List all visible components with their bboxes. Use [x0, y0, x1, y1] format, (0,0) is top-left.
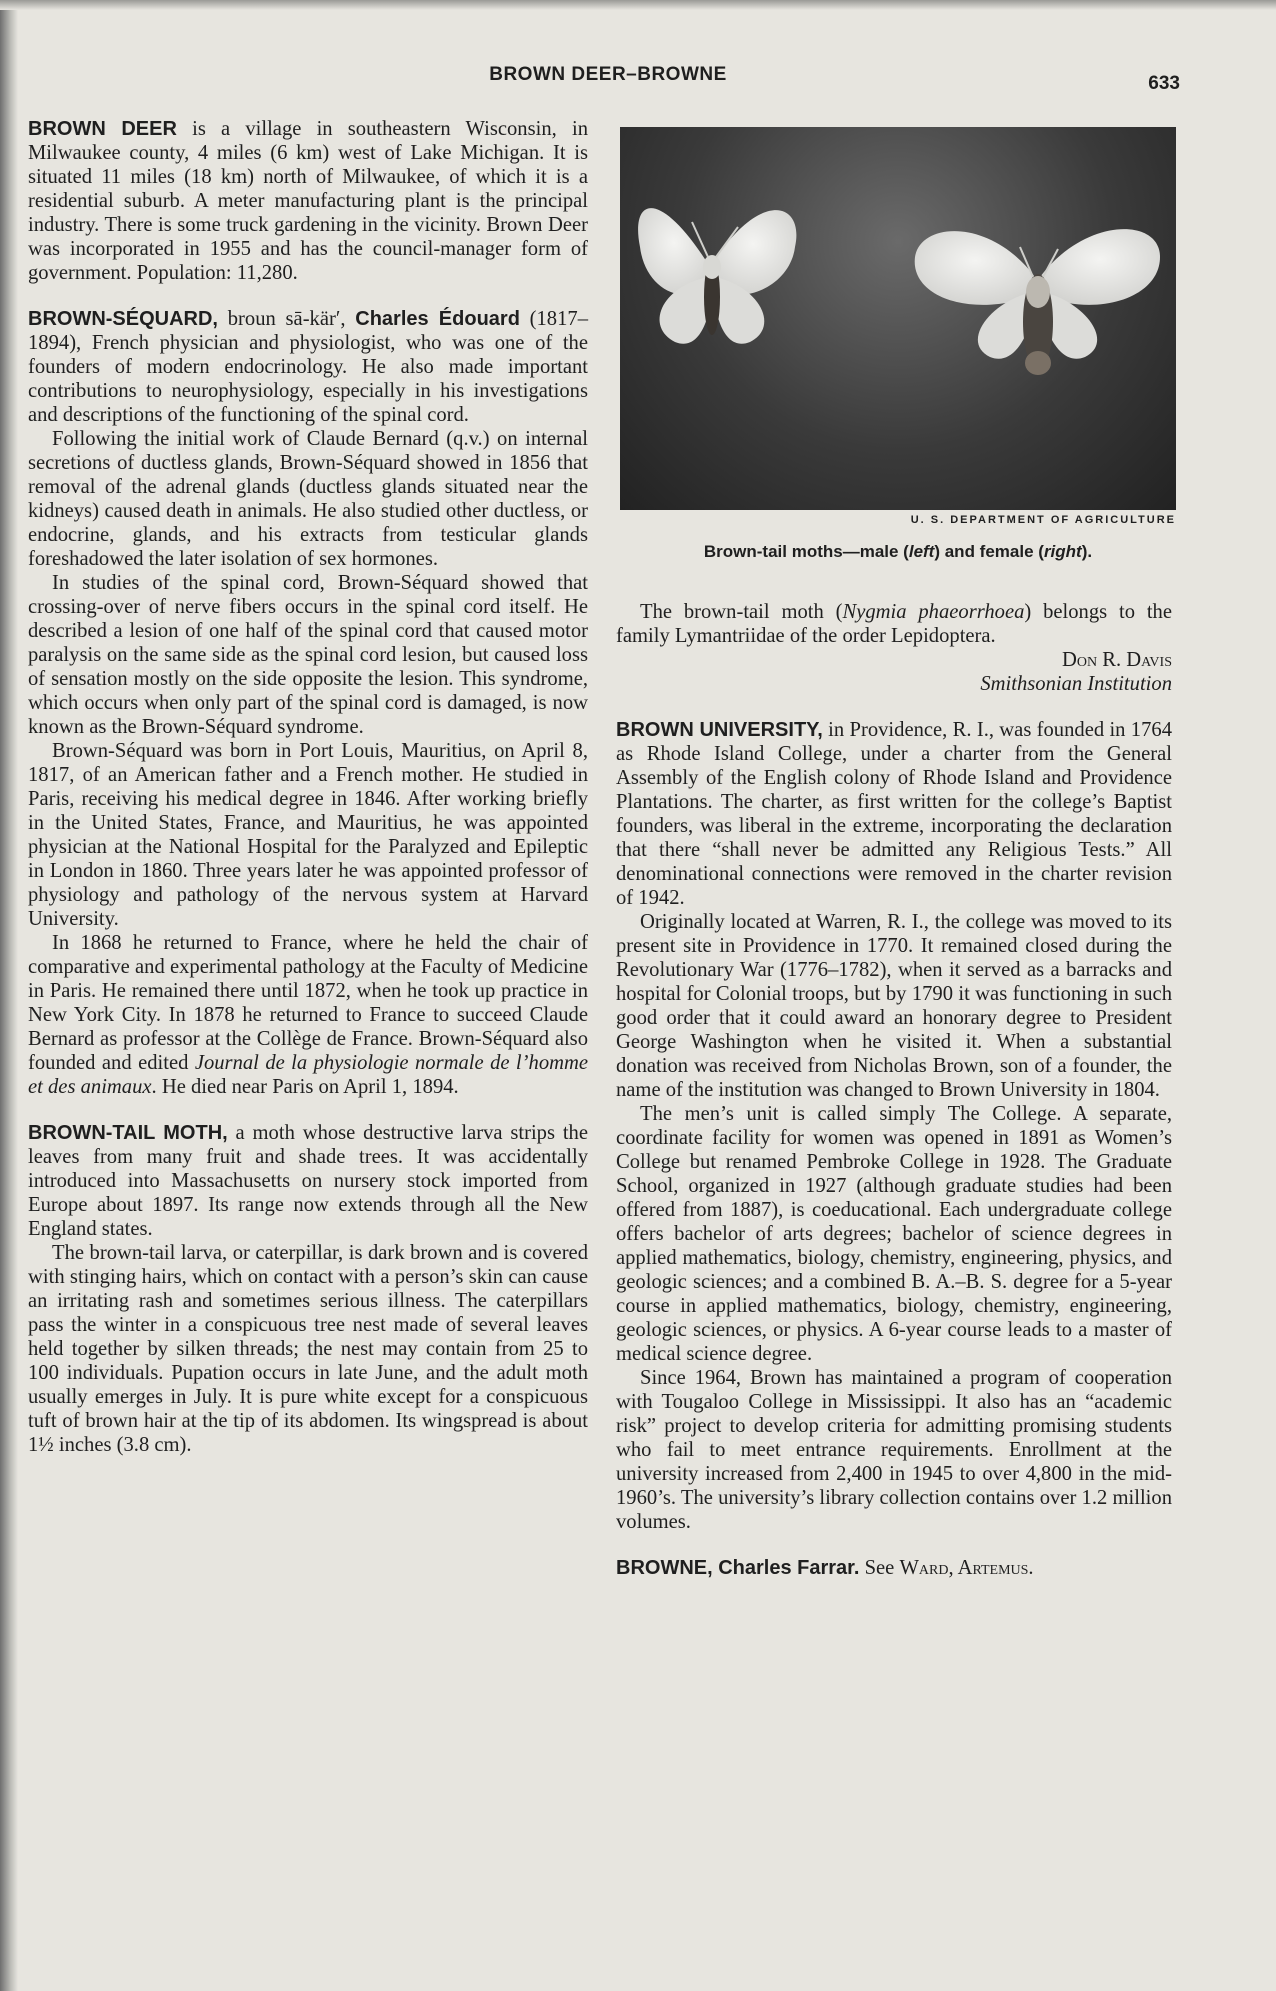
- photo-credit: U. S. DEPARTMENT OF AGRICULTURE: [910, 514, 1176, 526]
- headword: BROWN DEER: [28, 118, 177, 140]
- photo-caption: [620, 542, 1176, 562]
- paragraph-text: In 1868 he returned to France, where he held the chair of comparative and experimental pathology at the Faculty of Medicine in Paris. He remained there until 1872, when he took up practice in New York City. In 1878 he returned to France to succeed Claude Bernard as professor at the Collège de France. Brown-Séquard also founded and edited: [28, 932, 588, 1074]
- running-head: BROWN DEER–BROWNE: [489, 64, 727, 85]
- scientific-name: Nygmia phaeorrhoea: [842, 601, 1025, 623]
- entry-browne: [616, 1556, 1172, 1580]
- book-gutter: [0, 0, 18, 1991]
- entry-text: a moth whose destructive larva strips the leaves from many fruit and shade trees. It was accidentally introduced into Massachusetts on nursery stock imported from Europe about 1897. Its range now extends through all the New England states.: [28, 1122, 588, 1240]
- headword-name: Charles Édouard: [355, 308, 520, 330]
- moths-illustration: [620, 127, 1176, 510]
- headword: BROWN-TAIL MOTH,: [28, 1122, 228, 1144]
- left-column: [28, 117, 588, 1457]
- entry-text: in Providence, R. I., was founded in 1764 as Rhode Island College, under a charter from the General Assembly of the English colony of Rhode Island and Providence Plantations. The charter, as first written for the college’s Baptist founders, was liberal in the extreme, incorporating the declaration that there “shall never be admitted any Religious Tests.” All denominational connections were removed in the charter revision of 1942.: [616, 719, 1172, 909]
- entry-brown-deer: [28, 117, 588, 285]
- entry-brown-tail-moth: [28, 1121, 588, 1241]
- see-text: See: [859, 1557, 900, 1579]
- headword: BROWN-SÉQUARD,: [28, 308, 218, 330]
- paragraph: [616, 600, 1172, 648]
- entry-brown-university: [616, 718, 1172, 910]
- page-number: 633: [1148, 73, 1180, 94]
- paragraph: Brown-Séquard was born in Port Louis, Mauritius, on April 8, 1817, of an American father and a French mother. He studied in Paris, receiving his medical degree in 1846. After working briefly in the United States, France, and Mauritius, he was appointed physician at the National Hospital for the Paralyzed and Epileptic in London in 1860. Three years later he was appointed professor of physiology and pathology of the nervous system at Harvard University.: [28, 740, 588, 930]
- paragraph: [28, 931, 588, 1099]
- caption-text: ).: [1081, 542, 1093, 561]
- caption-left: left: [908, 542, 935, 561]
- entry-brown-sequard: [28, 307, 588, 427]
- paragraph: Following the initial work of Claude Bernard (q.v.) on internal secretions of ductless glands, Brown-Séquard showed in 1856 that removal of the adrenal glands (ductless glands situated near the kidneys) caused death in animals. He also studied other ductless, or endocrine, glands, and his extracts from testicular glands foreshadowed the later isolation of sex hormones.: [28, 428, 588, 570]
- right-column: [616, 600, 1172, 1580]
- entry-text: is a village in southeastern Wisconsin, in Milwaukee county, 4 miles (6 km) west of Lake Michigan. It is situated 11 miles (18 km) north of Milwaukee, of which it is a residential suburb. A meter manufacturing plant is the principal industry. There is some truck gardening in the vicinity. Brown Deer was incorporated in 1955 and has the council-manager form of government. Population: 11,280.: [28, 118, 588, 284]
- author-affiliation: [616, 672, 1172, 696]
- entry-text: (1817–1894), French physician and physiologist, who was one of the founders of modern endocrinology. He also made important contributions to neurophysiology, especially in his investigations and descriptions of the functioning of the spinal cord.: [28, 308, 588, 426]
- male-moth: [638, 208, 796, 344]
- paragraph: The men’s unit is called simply The College. A separate, coordinate facility for women was opened in 1891 as Women’s College but renamed Pembroke College in 1928. The Graduate School, organized in 1927 (although graduate studies had been offered from 1887), is coeducational. Each undergraduate college offers bachelor of arts degrees; bachelor of science degrees in applied mathematics, biology, chemistry, engineering, physics, and geologic sciences; and a combined B. A.–B. S. degree for a 5-year course in applied mathematics, biology, chemistry, engineering, geologic sciences, or physics. A 6-year course leads to a master of medical science degree.: [616, 1103, 1172, 1365]
- paragraph-text: The brown-tail moth (: [640, 601, 843, 623]
- pronunciation: broun sā-kär′,: [218, 308, 356, 330]
- page-edge: [0, 0, 1276, 10]
- moth-photo: [620, 127, 1176, 510]
- author-name: Don R. Davis: [1061, 649, 1172, 671]
- journal-title: Journal de la physiologie normale de l’homme et des animaux: [28, 1052, 588, 1098]
- affiliation-text: Smithsonian Institution: [980, 673, 1172, 695]
- paragraph-text: . He died near Paris on April 1, 1894.: [151, 1076, 459, 1098]
- caption-text: Brown-tail moths—male (: [703, 542, 909, 561]
- paragraph: Originally located at Warren, R. I., the college was moved to its present site in Providence in 1770. It remained closed during the Revolutionary War (1776–1782), when it served as a barracks and hospital for Colonial troops, but by 1790 it was functioning in such good order that it could award an honorary degree to President George Washington when he visited it. When a substantial donation was received from Nicholas Brown, son of a founder, the name of the institution was changed to Brown University in 1804.: [616, 911, 1172, 1101]
- paragraph-text: ) belongs to the family Lymantriidae of the order Lepidoptera.: [616, 601, 1172, 647]
- caption-right: right: [1043, 542, 1082, 561]
- cross-reference: Ward, Artemus.: [899, 1557, 1034, 1579]
- paragraph: Since 1964, Brown has maintained a program of cooperation with Tougaloo College in Mississippi. It also has an “academic risk” project to develop criteria for admitting promising students who fail to meet entrance requirements. Enrollment at the university increased from 2,400 in 1945 to over 4,800 in the mid-1960’s. The university’s library collection contains over 1.2 million volumes.: [616, 1367, 1172, 1533]
- female-moth: [915, 229, 1160, 375]
- headword: BROWNE, Charles Farrar.: [616, 1557, 860, 1579]
- paragraph: The brown-tail larva, or caterpillar, is dark brown and is covered with stinging hairs, which on contact with a person’s skin can cause an irritating rash and sometimes serious illness. The caterpillars pass the winter in a conspicuous tree nest made of several leaves held together by silken threads; the nest may contain from 25 to 100 individuals. Pupation occurs in late June, and the adult moth usually emerges in July. It is pure white except for a conspicuous tuft of brown hair at the tip of its abdomen. Its wingspread is about 1½ inches (3.8 cm).: [28, 1242, 588, 1456]
- headword: BROWN UNIVERSITY,: [616, 719, 823, 741]
- paragraph: In studies of the spinal cord, Brown-Séquard showed that crossing-over of nerve fibers occurs in the spinal cord itself. He described a lesion of one half of the spinal cord that caused motor paralysis on the same side as the spinal cord lesion, but caused loss of sensation mostly on the side opposite the lesion. This syndrome, which occurs when only part of the spinal cord is damaged, is now known as the Brown-Séquard syndrome.: [28, 572, 588, 738]
- caption-text: ) and female (: [934, 542, 1044, 561]
